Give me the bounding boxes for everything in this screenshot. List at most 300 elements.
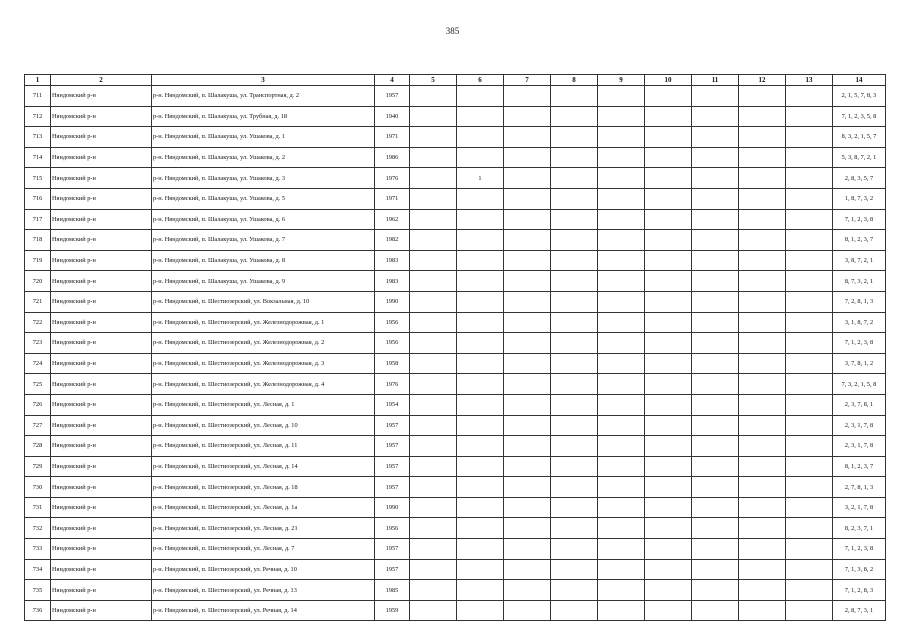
col11-cell [692,477,739,498]
address-cell: р-н. Няндомский, п. Шестиозерский, ул. Речная, д. 13 [152,580,375,601]
table-row [25,600,886,621]
col13-cell [786,394,833,415]
col11-cell [692,415,739,436]
district-cell: Няндомский р-н [51,394,152,415]
address-cell: р-н. Няндомский, п. Шалакуша, ул. Ушакова, д. 2 [152,147,375,168]
col6-cell [457,353,504,374]
table-row [25,394,886,415]
col14-cell: 8, 3, 2, 1, 5, 7 [833,127,886,148]
col14-cell: 2, 7, 8, 1, 3 [833,477,886,498]
year-cell: 1962 [375,209,410,230]
year-cell: 1957 [375,415,410,436]
col5-cell [410,168,457,189]
col7-cell [504,209,551,230]
col11-cell [692,353,739,374]
year-cell: 1959 [375,600,410,621]
col12-cell [739,580,786,601]
col5-cell [410,86,457,107]
district-cell: Няндомский р-н [51,477,152,498]
column-header: 12 [739,75,786,86]
address-cell: р-н. Няндомский, п. Шалакуша, ул. Ушакова, д. 6 [152,209,375,230]
col11-cell [692,539,739,560]
col13-cell [786,353,833,374]
col13-cell [786,518,833,539]
col14-cell: 5, 3, 8, 7, 2, 1 [833,147,886,168]
col9-cell [598,230,645,251]
col13-cell [786,271,833,292]
table-row [25,127,886,148]
address-cell: р-н. Няндомский, п. Шалакуша, ул. Ушакова, д. 3 [152,168,375,189]
column-header: 11 [692,75,739,86]
col11-cell [692,394,739,415]
col12-cell [739,415,786,436]
col9-cell [598,518,645,539]
table-row [25,188,886,209]
col9-cell [598,209,645,230]
district-cell: Няндомский р-н [51,539,152,560]
col10-cell [645,559,692,580]
col10-cell [645,271,692,292]
col8-cell [551,291,598,312]
row-number: 719 [25,250,51,271]
col5-cell [410,477,457,498]
col6-cell [457,291,504,312]
col11-cell [692,86,739,107]
row-number: 712 [25,106,51,127]
address-cell: р-н. Няндомский, п. Шестиозерский, ул. Лесная, д. 7 [152,539,375,560]
col8-cell [551,436,598,457]
address-cell: р-н. Няндомский, п. Шалакуша, ул. Ушакова, д. 5 [152,188,375,209]
page-number: 385 [445,26,460,36]
col10-cell [645,477,692,498]
col13-cell [786,230,833,251]
col13-cell [786,127,833,148]
col9-cell [598,580,645,601]
col8-cell [551,580,598,601]
address-cell: р-н. Няндомский, п. Шалакуша, ул. Ушакова, д. 1 [152,127,375,148]
year-cell: 1956 [375,333,410,354]
col11-cell [692,188,739,209]
col9-cell [598,415,645,436]
row-number: 718 [25,230,51,251]
row-number: 725 [25,374,51,395]
col11-cell [692,497,739,518]
district-cell: Няндомский р-н [51,580,152,601]
col7-cell [504,374,551,395]
col6-cell [457,394,504,415]
col10-cell [645,291,692,312]
col5-cell [410,518,457,539]
col9-cell [598,436,645,457]
col13-cell [786,209,833,230]
col11-cell [692,250,739,271]
col8-cell [551,106,598,127]
table-row [25,539,886,560]
col13-cell [786,477,833,498]
col11-cell [692,209,739,230]
col6-cell [457,456,504,477]
col14-cell: 2, 8, 7, 3, 1 [833,600,886,621]
col14-cell: 7, 1, 2, 3, 5, 8 [833,106,886,127]
table-row [25,86,886,107]
table-row [25,333,886,354]
col14-cell: 2, 8, 3, 5, 7 [833,168,886,189]
row-number: 722 [25,312,51,333]
address-cell: р-н. Няндомский, п. Шестиозерский, ул. Железнодорожная, д. 3 [152,353,375,374]
address-cell: р-н. Няндомский, п. Шалакуша, ул. Ушакова, д. 7 [152,230,375,251]
col8-cell [551,600,598,621]
district-cell: Няндомский р-н [51,353,152,374]
col5-cell [410,394,457,415]
col9-cell [598,250,645,271]
district-cell: Няндомский р-н [51,497,152,518]
col11-cell [692,600,739,621]
table-row [25,518,886,539]
district-cell: Няндомский р-н [51,374,152,395]
col12-cell [739,394,786,415]
address-cell: р-н. Няндомский, п. Шалакуша, ул. Ушакова, д. 8 [152,250,375,271]
col9-cell [598,147,645,168]
col6-cell [457,230,504,251]
col9-cell [598,374,645,395]
col5-cell [410,127,457,148]
col12-cell [739,539,786,560]
col11-cell [692,518,739,539]
col12-cell [739,209,786,230]
address-cell: р-н. Няндомский, п. Шалакуша, ул. Транспортная, д. 2 [152,86,375,107]
col7-cell [504,168,551,189]
col13-cell [786,333,833,354]
col5-cell [410,539,457,560]
col9-cell [598,539,645,560]
table-row [25,147,886,168]
col7-cell [504,600,551,621]
col11-cell [692,271,739,292]
col6-cell [457,497,504,518]
district-cell: Няндомский р-н [51,147,152,168]
row-number: 732 [25,518,51,539]
col13-cell [786,312,833,333]
row-number: 727 [25,415,51,436]
col7-cell [504,230,551,251]
col7-cell [504,415,551,436]
col12-cell [739,271,786,292]
col5-cell [410,436,457,457]
col10-cell [645,106,692,127]
year-cell: 1971 [375,188,410,209]
district-cell: Няндомский р-н [51,291,152,312]
col13-cell [786,250,833,271]
col9-cell [598,394,645,415]
col6-cell [457,333,504,354]
col13-cell [786,291,833,312]
col6-cell [457,188,504,209]
col13-cell [786,106,833,127]
col8-cell [551,353,598,374]
year-cell: 1986 [375,147,410,168]
col11-cell [692,559,739,580]
col6-cell [457,209,504,230]
col12-cell [739,518,786,539]
col7-cell [504,477,551,498]
row-number: 715 [25,168,51,189]
column-header: 10 [645,75,692,86]
col14-cell: 8, 2, 3, 7, 1 [833,518,886,539]
column-header: 5 [410,75,457,86]
register-table [24,74,886,621]
col12-cell [739,559,786,580]
col7-cell [504,86,551,107]
col10-cell [645,312,692,333]
col6-cell [457,600,504,621]
col7-cell [504,559,551,580]
col8-cell [551,559,598,580]
address-cell: р-н. Няндомский, п. Шестиозерский, ул. Лесная, д. 10 [152,415,375,436]
col9-cell [598,312,645,333]
table-row [25,106,886,127]
address-cell: р-н. Няндомский, п. Шестиозерский, ул. Железнодорожная, д. 1 [152,312,375,333]
col5-cell [410,250,457,271]
table-row [25,436,886,457]
col13-cell [786,188,833,209]
col6-cell [457,436,504,457]
col9-cell [598,497,645,518]
col10-cell [645,168,692,189]
col7-cell [504,127,551,148]
table-row [25,312,886,333]
district-cell: Няндомский р-н [51,127,152,148]
row-number: 736 [25,600,51,621]
col10-cell [645,209,692,230]
col9-cell [598,127,645,148]
row-number: 720 [25,271,51,292]
col12-cell [739,456,786,477]
year-cell: 1954 [375,394,410,415]
col13-cell [786,168,833,189]
row-number: 724 [25,353,51,374]
col12-cell [739,497,786,518]
col8-cell [551,86,598,107]
col11-cell [692,230,739,251]
address-cell: р-н. Няндомский, п. Шестиозерский, ул. Железнодорожная, д. 2 [152,333,375,354]
col5-cell [410,415,457,436]
district-cell: Няндомский р-н [51,168,152,189]
col14-cell: 7, 1, 3, 8, 2 [833,559,886,580]
year-cell: 1957 [375,539,410,560]
col14-cell: 3, 1, 8, 7, 2 [833,312,886,333]
col14-cell: 8, 1, 2, 3, 7 [833,230,886,251]
column-header: 14 [833,75,886,86]
col7-cell [504,250,551,271]
table-row [25,559,886,580]
col10-cell [645,518,692,539]
col8-cell [551,147,598,168]
col10-cell [645,353,692,374]
row-number: 735 [25,580,51,601]
col12-cell [739,477,786,498]
col12-cell [739,353,786,374]
column-header: 13 [786,75,833,86]
table-row [25,230,886,251]
table-row [25,353,886,374]
district-cell: Няндомский р-н [51,106,152,127]
column-header: 6 [457,75,504,86]
col8-cell [551,333,598,354]
col5-cell [410,188,457,209]
col7-cell [504,291,551,312]
year-cell: 1976 [375,168,410,189]
col6-cell: 1 [457,168,504,189]
row-number: 726 [25,394,51,415]
col10-cell [645,436,692,457]
col5-cell [410,600,457,621]
year-cell: 1971 [375,127,410,148]
row-number: 730 [25,477,51,498]
district-cell: Няндомский р-н [51,600,152,621]
col8-cell [551,415,598,436]
col12-cell [739,291,786,312]
year-cell: 1990 [375,291,410,312]
address-cell: р-н. Няндомский, п. Шестиозерский, ул. Лесная, д. 11 [152,436,375,457]
col14-cell: 7, 3, 2, 1, 5, 8 [833,374,886,395]
year-cell: 1957 [375,456,410,477]
col12-cell [739,86,786,107]
col6-cell [457,271,504,292]
address-cell: р-н. Няндомский, п. Шестиозерский, ул. Лесная, д. 18 [152,477,375,498]
col14-cell: 2, 3, 7, 8, 1 [833,394,886,415]
column-header: 2 [51,75,152,86]
col12-cell [739,147,786,168]
col9-cell [598,86,645,107]
col7-cell [504,456,551,477]
col13-cell [786,539,833,560]
col10-cell [645,374,692,395]
address-cell: р-н. Няндомский, п. Шалакуша, ул. Трубная, д. 18 [152,106,375,127]
col11-cell [692,333,739,354]
col7-cell [504,394,551,415]
col12-cell [739,188,786,209]
district-cell: Няндомский р-н [51,333,152,354]
district-cell: Няндомский р-н [51,559,152,580]
col13-cell [786,559,833,580]
district-cell: Няндомский р-н [51,230,152,251]
col6-cell [457,477,504,498]
col7-cell [504,312,551,333]
col10-cell [645,539,692,560]
year-cell: 1985 [375,580,410,601]
row-number: 714 [25,147,51,168]
column-header: 7 [504,75,551,86]
district-cell: Няндомский р-н [51,209,152,230]
table-row [25,580,886,601]
col9-cell [598,477,645,498]
col6-cell [457,415,504,436]
row-number: 716 [25,188,51,209]
district-cell: Няндомский р-н [51,518,152,539]
col14-cell: 7, 2, 8, 1, 3 [833,291,886,312]
col10-cell [645,394,692,415]
col12-cell [739,333,786,354]
col7-cell [504,436,551,457]
row-number: 717 [25,209,51,230]
table-body [25,86,886,621]
col8-cell [551,518,598,539]
col8-cell [551,497,598,518]
col14-cell: 2, 3, 1, 7, 8 [833,436,886,457]
table-row [25,209,886,230]
col13-cell [786,147,833,168]
col7-cell [504,106,551,127]
table-row [25,477,886,498]
year-cell: 1957 [375,559,410,580]
district-cell: Няндомский р-н [51,436,152,457]
col8-cell [551,456,598,477]
address-cell: р-н. Няндомский, п. Шестиозерский, ул. Железнодорожная, д. 4 [152,374,375,395]
col6-cell [457,127,504,148]
col11-cell [692,168,739,189]
col11-cell [692,374,739,395]
address-cell: р-н. Няндомский, п. Шестиозерский, ул. Вокзальная, д. 10 [152,291,375,312]
col6-cell [457,86,504,107]
district-cell: Няндомский р-н [51,86,152,107]
row-number: 731 [25,497,51,518]
col6-cell [457,559,504,580]
district-cell: Няндомский р-н [51,271,152,292]
col5-cell [410,333,457,354]
col11-cell [692,456,739,477]
col14-cell: 7, 1, 2, 8, 3 [833,580,886,601]
col6-cell [457,374,504,395]
col9-cell [598,353,645,374]
table-row [25,497,886,518]
year-cell: 1956 [375,312,410,333]
col11-cell [692,127,739,148]
col6-cell [457,518,504,539]
col9-cell [598,168,645,189]
year-cell: 1956 [375,518,410,539]
col8-cell [551,168,598,189]
col7-cell [504,539,551,560]
address-cell: р-н. Няндомский, п. Шестиозерский, ул. Речная, д. 14 [152,600,375,621]
col11-cell [692,580,739,601]
col13-cell [786,415,833,436]
col7-cell [504,580,551,601]
col11-cell [692,312,739,333]
row-number: 733 [25,539,51,560]
column-header: 4 [375,75,410,86]
column-header: 8 [551,75,598,86]
year-cell: 1957 [375,86,410,107]
col6-cell [457,147,504,168]
col12-cell [739,312,786,333]
col10-cell [645,147,692,168]
col5-cell [410,559,457,580]
col13-cell [786,497,833,518]
col11-cell [692,147,739,168]
col6-cell [457,312,504,333]
col14-cell: 3, 8, 7, 2, 1 [833,250,886,271]
table-row [25,291,886,312]
col10-cell [645,456,692,477]
col13-cell [786,600,833,621]
year-cell: 1982 [375,230,410,251]
column-header: 3 [152,75,375,86]
col10-cell [645,86,692,107]
col9-cell [598,271,645,292]
col8-cell [551,394,598,415]
col10-cell [645,415,692,436]
col12-cell [739,250,786,271]
